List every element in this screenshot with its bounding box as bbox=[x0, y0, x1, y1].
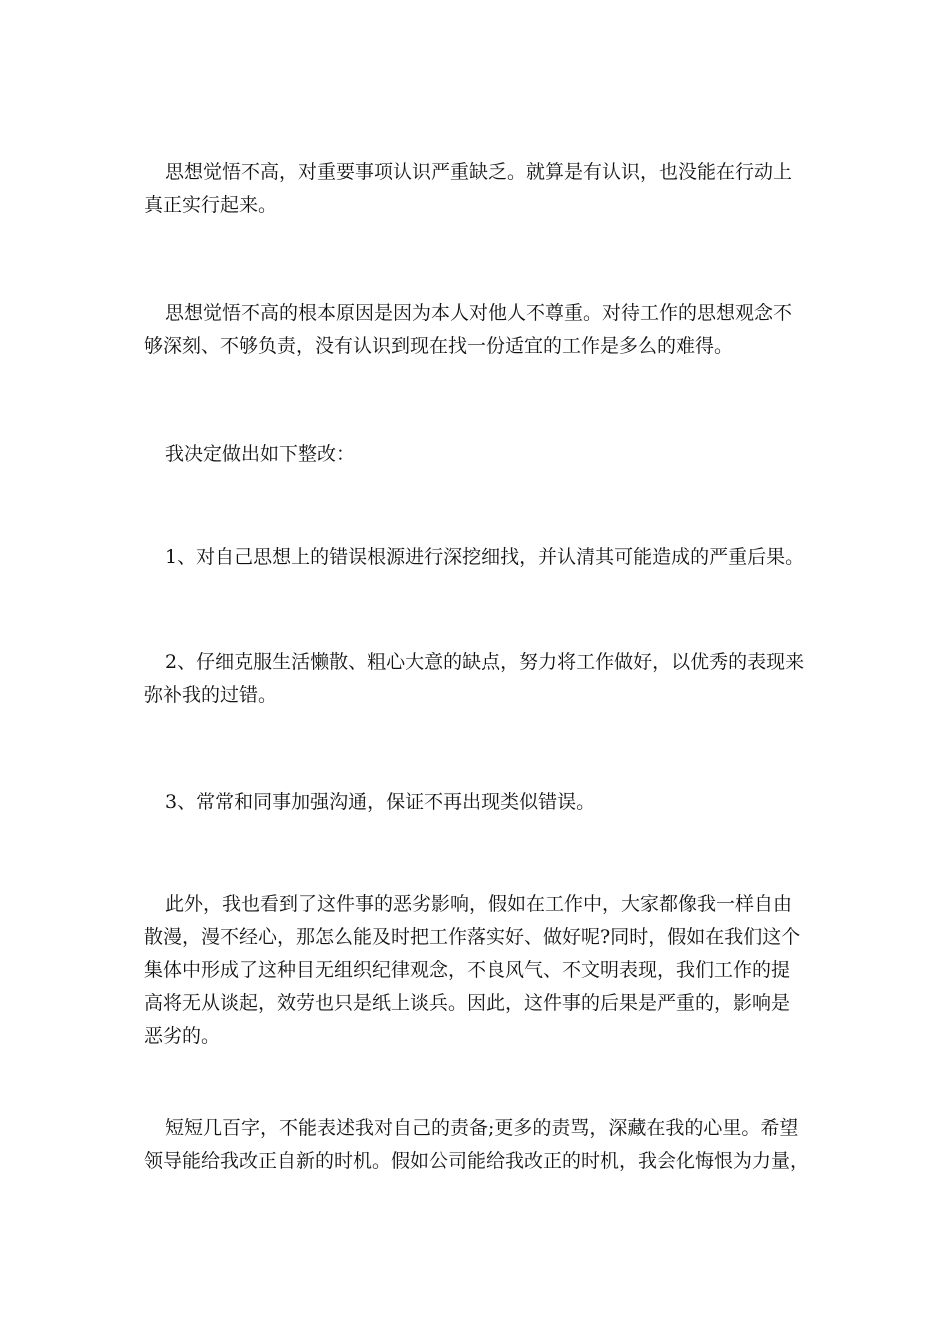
text-line: 1、对自己思想上的错误根源进行深挖细找，并认清其可能造成的严重后果。 bbox=[165, 546, 805, 568]
text-line: 高将无从谈起，效劳也只是纸上谈兵。因此，这件事的后果是严重的，影响是 bbox=[144, 992, 791, 1014]
list-item-1 bbox=[144, 541, 812, 574]
text-line: 思想觉悟不高，对重要事项认识严重缺乏。就算是有认识，也没能在行动上 bbox=[165, 161, 793, 183]
text-line: 3、常常和同事加强沟通，保证不再出现类似错误。 bbox=[165, 791, 596, 813]
text-line: 散漫，漫不经心，那怎么能及时把工作落实好、做好呢?同时，假如在我们这个 bbox=[144, 926, 801, 948]
text-line: 我决定做出如下整改： bbox=[165, 443, 356, 465]
text-line: 思想觉悟不高的根本原因是因为本人对他人不尊重。对待工作的思想观念不 bbox=[165, 302, 793, 324]
text-line: 够深刻、不够负责，没有认识到现在找一份适宜的工作是多么的难得。 bbox=[144, 335, 734, 357]
list-item-2 bbox=[144, 646, 812, 712]
text-line: 集体中形成了这种目无组织纪律观念，不良风气、不文明表现，我们工作的提 bbox=[144, 959, 791, 981]
paragraph-impact bbox=[144, 888, 812, 1053]
paragraph-rectification-intro bbox=[144, 438, 812, 471]
text-line: 2、仔细克服生活懒散、粗心大意的缺点，努力将工作做好，以优秀的表现来 bbox=[165, 651, 805, 673]
text-line: 领导能给我改正自新的时机。假如公司能给我改正的时机，我会化悔恨为力量， bbox=[144, 1150, 810, 1172]
paragraph-self-reflection bbox=[144, 156, 812, 222]
text-line: 恶劣的。 bbox=[144, 1025, 221, 1047]
text-line: 此外，我也看到了这件事的恶劣影响，假如在工作中，大家都像我一样自由 bbox=[165, 893, 793, 915]
paragraph-closing bbox=[144, 1112, 812, 1178]
text-line: 弥补我的过错。 bbox=[144, 684, 278, 706]
list-item-3 bbox=[144, 786, 812, 819]
text-line: 短短几百字，不能表述我对自己的责备;更多的责骂，深藏在我的心里。希望 bbox=[165, 1117, 799, 1139]
paragraph-root-cause bbox=[144, 297, 812, 363]
text-line: 真正实行起来。 bbox=[144, 194, 278, 216]
